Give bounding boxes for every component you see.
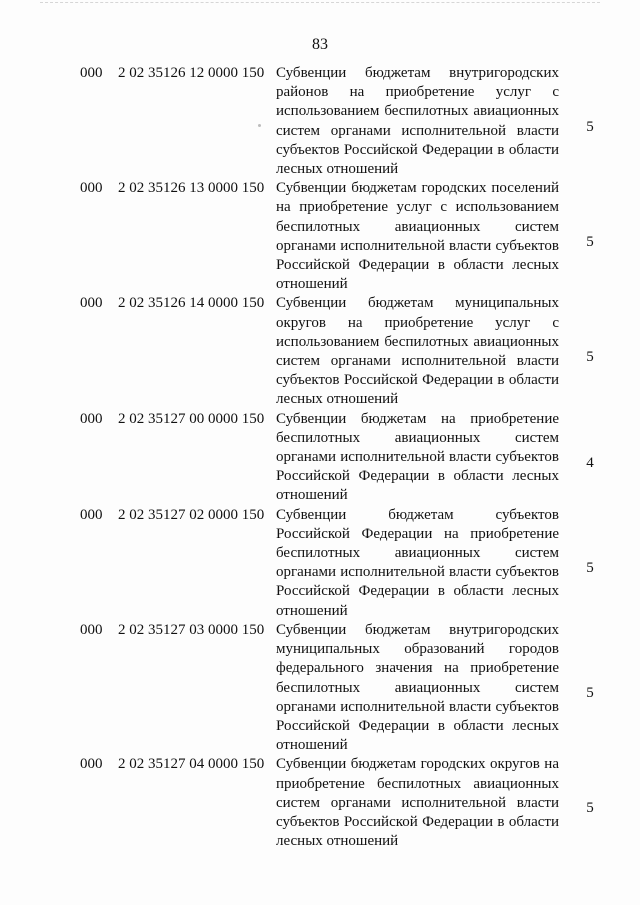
income-description: Субвенции бюджетам городских поселений на приобретение услуг с использованием беспилотных авиационных систем органами исполнительной власти субъектов Российской Федерации в области лесных отношений [276, 180, 559, 293]
admin-code: 000 [80, 621, 103, 638]
table-row [0, 410, 640, 506]
income-code: 2 02 35127 03 0000 150 [118, 621, 265, 638]
income-description: Субвенции бюджетам муниципальных округов на приобретение услуг с использованием беспилотных авиационных систем органами исполнительной власти субъектов Российской Федерации в области лесных отношений [276, 295, 559, 408]
table-row [0, 755, 640, 851]
table-row [0, 506, 640, 621]
amount-value: 5 [586, 118, 594, 135]
admin-code: 000 [80, 65, 103, 81]
table-row [0, 621, 640, 755]
income-description: Субвенции бюджетам на приобретение беспилотных авиационных систем органами исполнительной власти субъектов Российской Федерации в области лесных отношений [276, 410, 559, 504]
income-description: Субвенции бюджетам субъектов Российской Федерации на приобретение беспилотных авиационных систем органами исполнительной власти субъектов Российской Федерации в области лесных отношений [276, 506, 559, 619]
scan-top-edge [40, 2, 600, 3]
income-code: 2 02 35126 14 0000 150 [118, 295, 265, 312]
amount-value: 5 [586, 685, 594, 702]
table-row [0, 179, 640, 294]
amount-value: 5 [586, 800, 594, 817]
amount-value: 5 [586, 560, 594, 577]
income-code: 2 02 35127 00 0000 150 [118, 410, 265, 427]
amount-value: 5 [586, 349, 594, 366]
amount-value: 5 [586, 233, 594, 250]
admin-code: 000 [80, 180, 103, 197]
income-code: 2 02 35126 12 0000 150 [118, 65, 265, 81]
budget-code-table [0, 64, 640, 851]
income-code: 2 02 35127 04 0000 150 [118, 756, 265, 773]
table-row [0, 294, 640, 409]
income-code: 2 02 35126 13 0000 150 [118, 180, 265, 197]
income-description: Субвенции бюджетам городских округов на приобретение беспилотных авиационных систем органами исполнительной власти субъектов Российской Федерации в области лесных отношений [276, 756, 559, 850]
amount-value: 4 [586, 454, 594, 471]
admin-code: 000 [80, 756, 103, 773]
income-description: Субвенции бюджетам внутригородских муниципальных образований городов федерального значения на приобретение беспилотных авиационных систем органами исполнительной власти субъектов Российской Федерации в области лесных отношений [276, 621, 559, 754]
page-number: 83 [312, 36, 328, 53]
table-row [0, 64, 640, 179]
admin-code: 000 [80, 410, 103, 427]
admin-code: 000 [80, 506, 103, 523]
admin-code: 000 [80, 295, 103, 312]
income-code: 2 02 35127 02 0000 150 [118, 506, 265, 523]
income-description: Субвенции бюджетам внутригородских районов на приобретение услуг с использованием беспилотных авиационных систем органами исполнительной власти субъектов Российской Федерации в области лесных отношений [276, 65, 559, 178]
